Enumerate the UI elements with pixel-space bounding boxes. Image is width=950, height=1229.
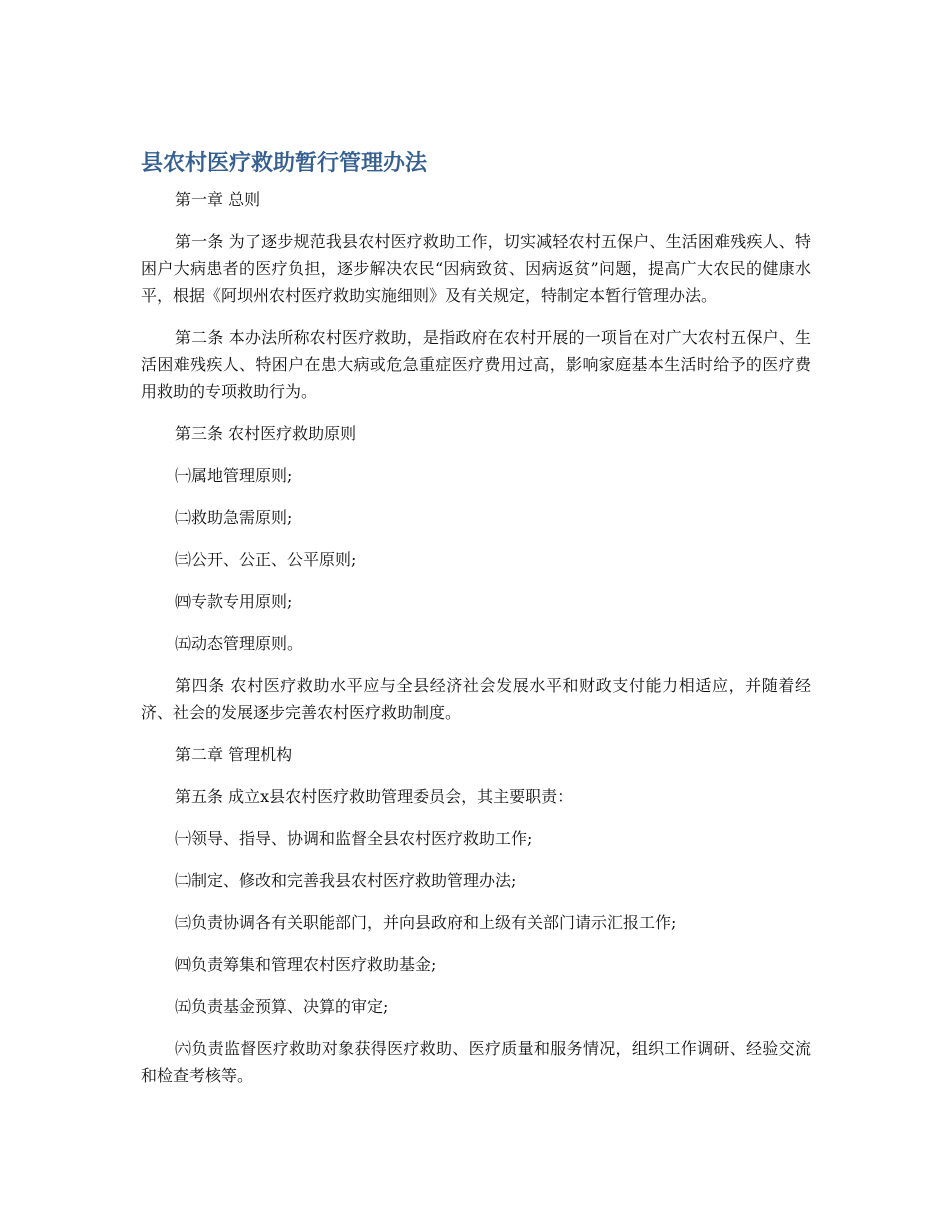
chapter-heading: 第一章 总则 xyxy=(175,190,261,209)
list-item: ㈠领导、指导、协调和监督全县农村医疗救助工作; xyxy=(175,829,533,848)
article-paragraph: 第五条 成立x县农村医疗救助管理委员会，其主要职责： xyxy=(175,787,574,806)
article-paragraph: 第四条 农村医疗救助水平应与全县经济社会发展水平和财政支付能力相适应，并随着经济、社会的发展逐步完善农村医疗救助制度。 xyxy=(141,676,811,722)
article-paragraph: 第一条 为了逐步规范我县农村医疗救助工作，切实减轻农村五保户、生活困难残疾人、特困户大病患者的医疗负担，逐步解决农民“因病致贫、因病返贫”问题，提高广大农民的健康水平，根据《阿坝州农村医疗救助实施细则》及有关规定，特制定本暂行管理办法。 xyxy=(141,232,811,305)
list-item: ㈣负责筹集和管理农村医疗救助基金; xyxy=(175,955,437,974)
list-item: ㈢公开、公正、公平原则; xyxy=(175,550,357,569)
list-item: ㈠属地管理原则; xyxy=(175,466,293,485)
list-item: ㈡制定、修改和完善我县农村医疗救助管理办法; xyxy=(175,871,517,890)
chapter-heading: 第二章 管理机构 xyxy=(175,745,293,764)
list-item: ㈣专款专用原则; xyxy=(175,592,293,611)
article-paragraph: 第二条 本办法所称农村医疗救助，是指政府在农村开展的一项旨在对广大农村五保户、生活困难残疾人、特困户在患大病或危急重症医疗费用过高，影响家庭基本生活时给予的医疗费用救助的专项救助行为。 xyxy=(141,328,811,401)
document-title: 县农村医疗救助暂行管理办法 xyxy=(141,151,428,176)
list-item: ㈤动态管理原则。 xyxy=(175,634,304,653)
list-item: ㈤负责基金预算、决算的审定; xyxy=(175,997,389,1016)
list-item: ㈡救助急需原则; xyxy=(175,508,293,527)
article-paragraph: 第三条 农村医疗救助原则 xyxy=(175,424,357,443)
list-item: ㈢负责协调各有关职能部门，并向县政府和上级有关部门请示汇报工作; xyxy=(175,913,677,932)
list-item: ㈥负责监督医疗救助对象获得医疗救助、医疗质量和服务情况，组织工作调研、经验交流和检查考核等。 xyxy=(141,1039,811,1085)
document-page xyxy=(141,148,811,1104)
